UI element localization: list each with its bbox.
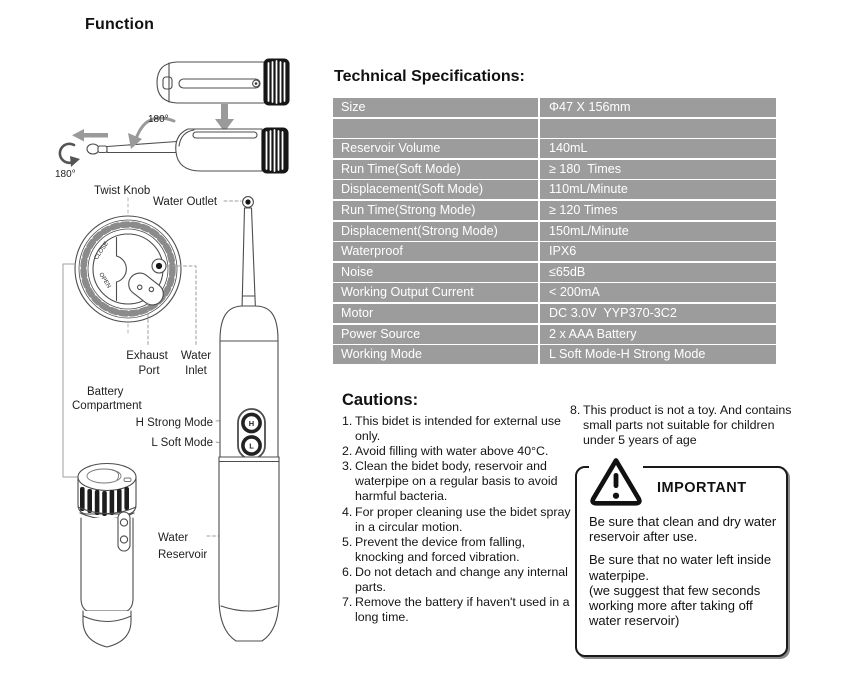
spec-value: 140mL xyxy=(538,139,776,158)
spec-value: ≥ 180 Times xyxy=(538,160,776,179)
spec-label: Run Time(Strong Mode) xyxy=(341,202,476,217)
spec-label: Power Source xyxy=(341,326,421,341)
spec-table-row xyxy=(333,139,776,158)
spec-label: Noise xyxy=(341,264,374,279)
spec-table-row xyxy=(333,180,776,199)
assembled-device-drawing xyxy=(219,197,279,641)
caution-item xyxy=(342,505,571,535)
rotate-tip-label: 180° xyxy=(55,169,76,180)
spec-table-row xyxy=(333,263,776,282)
caution-text: Clean the bidet body, reservoir and waterpipe on a regular basis to avoid harmful bacteria. xyxy=(355,459,558,504)
spec-table-row xyxy=(333,160,776,179)
knob-open-label: OPEN xyxy=(97,271,112,290)
twist-knob-diagram xyxy=(75,198,181,336)
spec-value: ≥ 120 Times xyxy=(538,201,776,220)
caution-item xyxy=(342,444,571,459)
caution-item xyxy=(342,595,571,625)
important-paragraph-1: Be sure that clean and dry water reservoir after use. xyxy=(589,514,777,545)
spec-value: DC 3.0V YYP370-3C2 xyxy=(538,304,776,323)
spec-value xyxy=(538,119,776,138)
caution-text: Do not detach and change any internal parts. xyxy=(355,564,568,595)
caution-number: 5. xyxy=(342,534,353,549)
caution-item xyxy=(570,403,794,448)
exhaust-port-label-2: Port xyxy=(138,365,160,377)
button-l-label: L xyxy=(249,441,254,451)
spec-label: Run Time(Soft Mode) xyxy=(341,161,461,176)
cautions-title: Cautions: xyxy=(342,391,419,409)
spec-label: Working Mode xyxy=(341,347,422,362)
spec-value: IPX6 xyxy=(538,242,776,261)
spec-table-row xyxy=(333,283,776,302)
spec-value: L Soft Mode-H Strong Mode xyxy=(538,345,776,364)
knob-close-label: CLOSE xyxy=(93,240,111,262)
spec-value: Φ47 X 156mm xyxy=(538,98,776,117)
arrow-left-icon xyxy=(72,129,108,142)
spec-value: ≤65dB xyxy=(538,263,776,282)
spec-table-row xyxy=(333,345,776,364)
reservoir-bottle-drawing xyxy=(78,464,136,648)
caution-number: 1. xyxy=(342,414,353,428)
caution-number: 8. xyxy=(570,403,581,417)
spec-table-row xyxy=(333,304,776,323)
caution-number: 3. xyxy=(342,459,353,474)
cautions-section xyxy=(342,391,571,625)
water-reservoir-label-1: Water xyxy=(158,532,189,544)
unfolded-device-drawing xyxy=(87,128,288,173)
caution-text: This bidet is intended for external use only. xyxy=(355,414,561,444)
spec-label: Waterproof xyxy=(341,244,403,259)
water-inlet-label-1: Water xyxy=(180,350,212,362)
h-strong-mode-label: H Strong Mode xyxy=(135,417,213,429)
twist-knob-label: Twist Knob xyxy=(94,185,151,197)
water-outlet-label: Water Outlet xyxy=(153,196,218,208)
spec-value: < 200mA xyxy=(538,283,776,302)
spec-table-row xyxy=(333,201,776,220)
spec-table-row xyxy=(333,98,776,117)
spec-label xyxy=(333,119,538,138)
cautions-section-right xyxy=(570,403,794,448)
caution-item xyxy=(342,565,571,595)
water-inlet-label-2: Inlet xyxy=(185,365,207,377)
important-notice-box xyxy=(575,466,788,657)
page-title: Function xyxy=(85,16,155,33)
nozzle-rotate-arrow-icon xyxy=(60,144,80,167)
spec-value: 110mL/Minute xyxy=(538,180,776,199)
exhaust-port-label-1: Exhaust xyxy=(126,350,168,362)
spec-table-row xyxy=(333,242,776,261)
important-header xyxy=(589,456,778,506)
device-diagram xyxy=(0,0,340,681)
important-title: IMPORTANT xyxy=(657,480,747,496)
caution-number: 6. xyxy=(342,564,353,579)
caution-text: This product is not a toy. And contains small parts not suitable for children under 5 years of age xyxy=(583,403,792,448)
spec-label: Size xyxy=(341,100,366,114)
spec-table xyxy=(333,98,776,366)
spec-label: Reservoir Volume xyxy=(341,141,441,156)
l-soft-mode-label: L Soft Mode xyxy=(151,437,213,449)
battery-compartment-label-2: Compartment xyxy=(72,400,142,412)
cautions-list-left xyxy=(342,414,571,625)
folded-device-drawing xyxy=(157,59,289,105)
caution-number: 2. xyxy=(342,444,353,459)
caution-text: Avoid filling with water above 40°C. xyxy=(355,444,549,459)
important-paragraph-2: Be sure that no water left inside waterpipe. xyxy=(589,552,772,583)
spec-table-row xyxy=(333,222,776,241)
caution-text: Prevent the device from falling, knocking and forced vibration. xyxy=(355,534,526,564)
caution-item xyxy=(342,414,571,444)
water-reservoir-label-2: Reservoir xyxy=(158,549,208,561)
spec-label: Displacement(Strong Mode) xyxy=(341,223,498,238)
spec-value: 150mL/Minute xyxy=(538,222,776,241)
caution-item xyxy=(342,535,571,565)
caution-number: 4. xyxy=(342,504,353,519)
spec-value: 2 x AAA Battery xyxy=(538,325,776,344)
spec-table-row xyxy=(333,325,776,344)
spec-label: Working Output Current xyxy=(341,285,474,300)
spec-label: Motor xyxy=(341,305,374,320)
caution-text: Remove the battery if haven't used in a long time. xyxy=(355,595,570,625)
spec-table-row xyxy=(333,119,776,138)
caution-item xyxy=(342,459,571,504)
battery-compartment-label-1: Battery xyxy=(87,386,124,398)
arrow-down-icon xyxy=(215,104,234,132)
caution-text: For proper cleaning use the bidet spray in a circular motion. xyxy=(355,504,571,534)
important-paragraph-3: (we suggest that few seconds working more after taking off water reservoir) xyxy=(589,582,761,629)
rotate-top-label: 180° xyxy=(148,114,169,125)
specs-title: Technical Specifications: xyxy=(334,68,525,85)
warning-triangle-icon xyxy=(589,456,643,506)
spec-label: Displacement(Soft Mode) xyxy=(341,182,484,197)
caution-number: 7. xyxy=(342,595,353,610)
button-h-label: H xyxy=(248,419,255,428)
